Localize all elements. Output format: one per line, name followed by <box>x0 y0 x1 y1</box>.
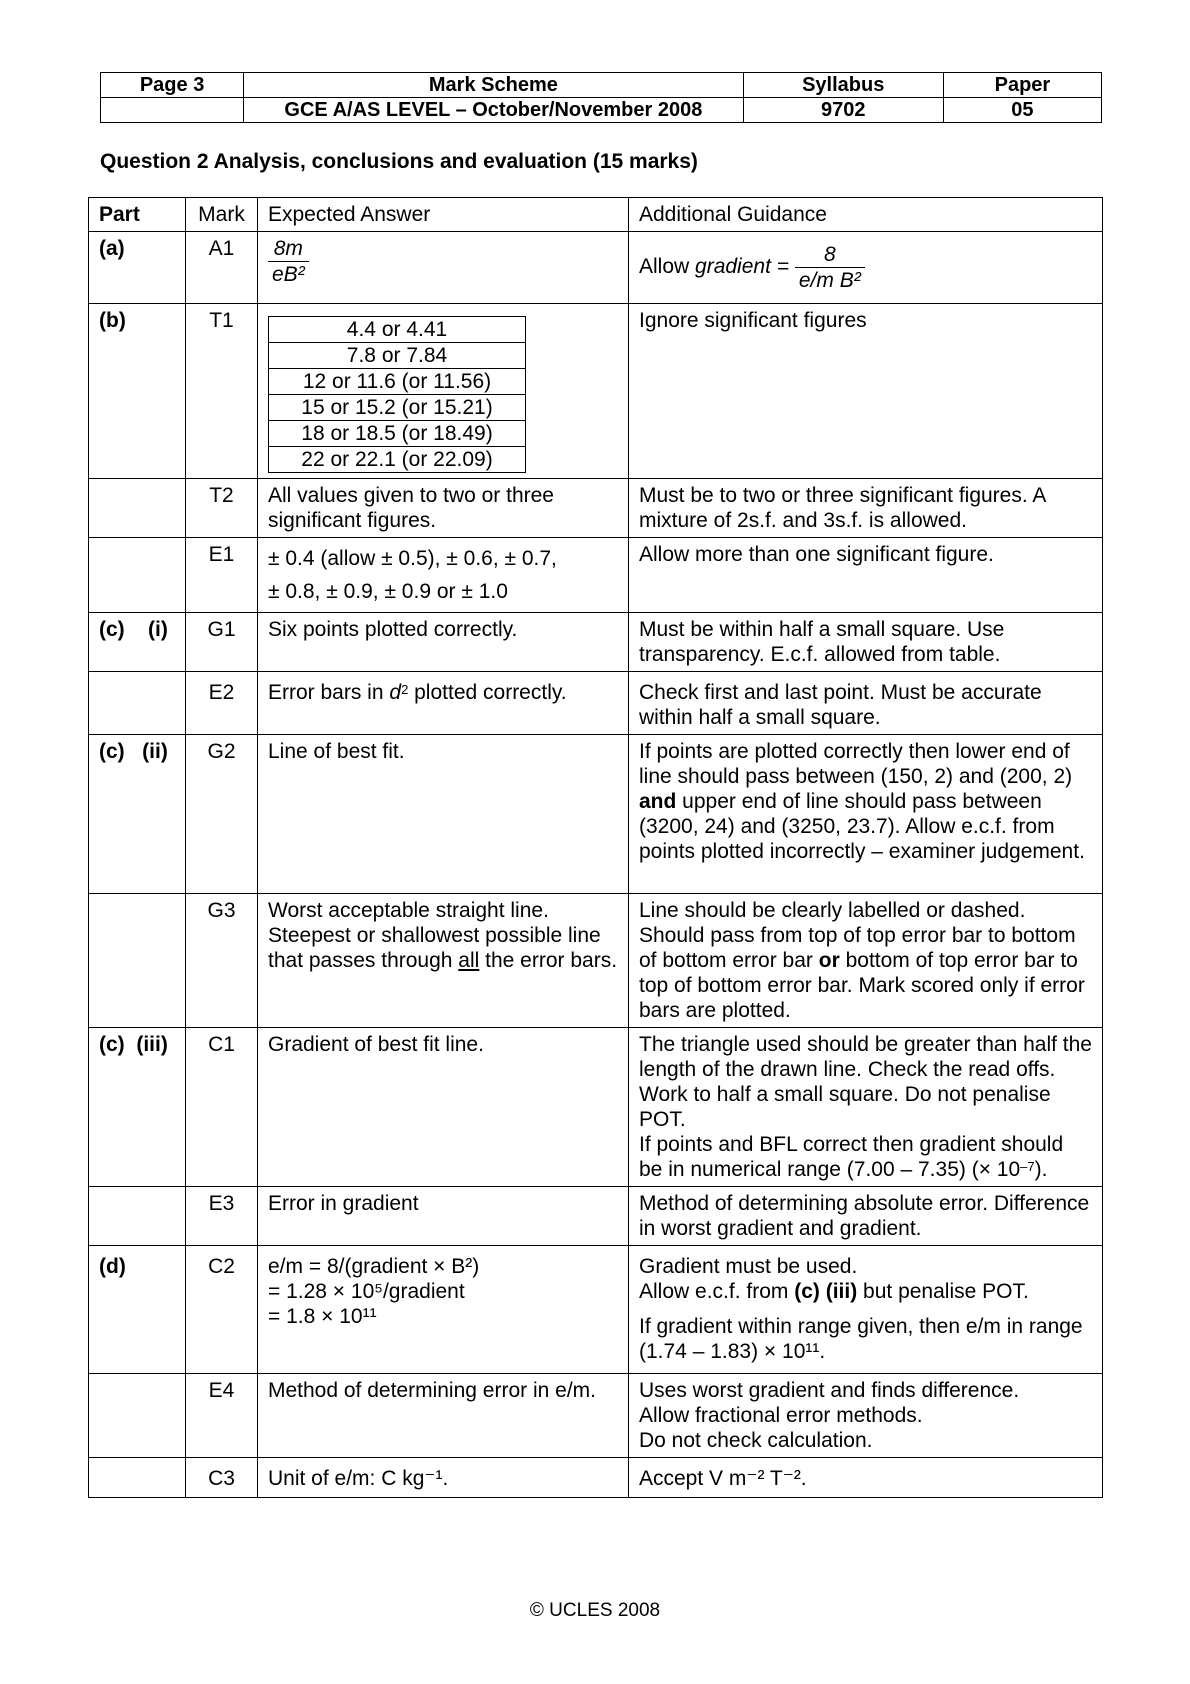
col-expected-answer: Expected Answer <box>258 198 629 232</box>
guidance-text: upper end of line should pass between (3200, 24) and (3250, 23.7). Allow e.c.f. from points plotted incorrectly – examiner judgement. <box>639 790 1085 863</box>
values-table <box>268 316 526 473</box>
table-row <box>89 538 1103 613</box>
answer-text: plotted correctly. <box>408 681 567 704</box>
answer-line: e/m = 8/(gradient × B²) <box>268 1255 480 1278</box>
row-part: (d) <box>89 1246 186 1374</box>
answer-underlined: all <box>458 949 480 972</box>
guidance-text: bottom of top error bar to top of bottom error bar. Mark scored only if error bars are plotted. <box>639 949 1085 1022</box>
table-row <box>89 1374 1103 1458</box>
guidance-text: Do not check calculation. <box>639 1429 873 1452</box>
answer-line: = 1.28 × 10⁵/gradient <box>268 1280 465 1303</box>
row-answer <box>258 672 629 735</box>
table-row <box>89 1187 1103 1246</box>
fraction-numerator: 8 <box>795 242 865 268</box>
guidance-text: If points and BFL correct then gradient should be in numerical range (7.00 – 7.35) (× 10 <box>639 1133 1064 1181</box>
guidance-range <box>639 1132 1092 1182</box>
answer-text: Error bars in <box>268 681 390 704</box>
guidance-text: Uses worst gradient and finds difference. <box>639 1379 1020 1402</box>
row-mark: T2 <box>186 479 258 538</box>
table-row <box>89 894 1103 1028</box>
row-part <box>89 479 186 538</box>
row-part: (c) (iii) <box>89 1028 186 1187</box>
guidance-bold: (c) (iii) <box>794 1280 858 1303</box>
row-mark: A1 <box>186 232 258 304</box>
row-part <box>89 538 186 613</box>
row-answer: Gradient of best fit line. <box>258 1028 629 1187</box>
row-answer <box>258 232 629 304</box>
answer-line: ± 0.8, ± 0.9, ± 0.9 or ± 1.0 <box>268 580 508 603</box>
row-part <box>89 1458 186 1498</box>
table-row <box>89 1028 1103 1187</box>
row-answer: All values given to two or three significant figures. <box>258 479 629 538</box>
row-mark: C1 <box>186 1028 258 1187</box>
table-header-row <box>89 198 1103 232</box>
row-answer <box>258 894 629 1028</box>
row-guidance <box>629 894 1103 1028</box>
row-guidance <box>629 1246 1103 1374</box>
row-part <box>89 672 186 735</box>
row-guidance: Check first and last point. Must be accurate within half a small square. <box>629 672 1103 735</box>
value-cell: 18 or 18.5 (or 18.49) <box>269 421 526 447</box>
guidance-superscript: –7 <box>1020 1159 1035 1174</box>
row-guidance: Must be to two or three significant figures. A mixture of 2s.f. and 3s.f. is allowed. <box>629 479 1103 538</box>
row-guidance <box>629 1028 1103 1187</box>
row-answer <box>258 1246 629 1374</box>
guidance-text: Allow <box>639 255 690 279</box>
row-answer: Method of determining error in e/m. <box>258 1374 629 1458</box>
header-page: Page 3 <box>101 73 244 98</box>
row-answer: Line of best fit. <box>258 735 629 894</box>
footer-copyright: © UCLES 2008 <box>529 1600 661 1621</box>
col-part: Part <box>89 198 186 232</box>
guidance-text: Gradient must be used. <box>639 1255 858 1278</box>
row-part <box>89 1374 186 1458</box>
fraction <box>795 242 865 293</box>
row-part <box>89 1187 186 1246</box>
answer-variable: d <box>389 681 402 704</box>
guidance-line <box>639 1279 1092 1304</box>
row-part: (a) <box>89 232 186 304</box>
table-row <box>89 672 1103 735</box>
fraction-denominator: eB² <box>272 263 305 286</box>
row-part: (b) <box>89 304 186 479</box>
row-answer <box>258 538 629 613</box>
fraction <box>268 236 309 287</box>
table-row <box>89 1246 1103 1374</box>
guidance-text: If gradient within range given, then e/m in range (1.74 – 1.83) × 10¹¹. <box>639 1315 1083 1363</box>
answer-superscript: 2 <box>401 682 409 697</box>
row-answer: Six points plotted correctly. <box>258 613 629 672</box>
col-additional-guidance: Additional Guidance <box>629 198 1103 232</box>
row-mark: E4 <box>186 1374 258 1458</box>
row-mark: T1 <box>186 304 258 479</box>
fraction-numerator: 8m <box>268 236 309 262</box>
row-guidance: Ignore significant figures <box>629 304 1103 479</box>
answer-text: Worst acceptable straight line. Steepest or shallowest possible line that passes through <box>268 899 601 972</box>
guidance-text: Allow fractional error methods. <box>639 1404 923 1427</box>
table-row <box>89 735 1103 894</box>
guidance-text: but penalise POT. <box>857 1280 1029 1303</box>
header-paper: Paper <box>943 73 1101 98</box>
fraction-denominator: e/m B² <box>798 269 861 292</box>
row-mark: E1 <box>186 538 258 613</box>
row-part <box>89 894 186 1028</box>
answer-line: = 1.8 × 10¹¹ <box>268 1305 377 1328</box>
row-guidance <box>629 232 1103 304</box>
value-cell: 15 or 15.2 (or 15.21) <box>269 395 526 421</box>
row-mark: G1 <box>186 613 258 672</box>
row-guidance <box>629 1374 1103 1458</box>
header-blank <box>101 98 244 123</box>
value-cell: 22 or 22.1 (or 22.09) <box>269 447 526 473</box>
guidance-text: ). <box>1034 1158 1048 1181</box>
row-guidance: Method of determining absolute error. Difference in worst gradient and gradient. <box>629 1187 1103 1246</box>
table-row <box>89 479 1103 538</box>
guidance-text: Allow e.c.f. from <box>639 1280 795 1303</box>
answer-text: the error bars. <box>479 949 618 972</box>
guidance-bold: and <box>639 790 677 813</box>
mark-scheme-table <box>88 197 1103 1498</box>
row-mark: G2 <box>186 735 258 894</box>
value-cell: 4.4 or 4.41 <box>269 317 526 343</box>
table-row <box>89 304 1103 479</box>
table-row <box>89 1458 1103 1498</box>
header-syllabus-code: 9702 <box>743 98 943 123</box>
guidance-text: If points are plotted correctly then lower end of line should pass between (150, 2) and (200, 2) <box>639 740 1073 788</box>
row-guidance: Must be within half a small square. Use transparency. E.c.f. allowed from table. <box>629 613 1103 672</box>
header-exam-title: GCE A/AS LEVEL – October/November 2008 <box>244 98 743 123</box>
row-guidance: Allow more than one significant figure. <box>629 538 1103 613</box>
row-answer: Error in gradient <box>258 1187 629 1246</box>
row-mark: C3 <box>186 1458 258 1498</box>
row-guidance <box>629 735 1103 894</box>
table-row <box>89 232 1103 304</box>
row-part: (c) (i) <box>89 613 186 672</box>
answer-line: ± 0.4 (allow ± 0.5), ± 0.6, ± 0.7, <box>268 547 557 570</box>
table-row <box>89 613 1103 672</box>
row-answer <box>258 304 629 479</box>
row-mark: E3 <box>186 1187 258 1246</box>
row-mark: G3 <box>186 894 258 1028</box>
row-mark: E2 <box>186 672 258 735</box>
row-answer: Unit of e/m: C kg⁻¹. <box>258 1458 629 1498</box>
guidance-text: Line should be clearly labelled or dashed. Should pass from top of top error bar to bottom of bottom error bar <box>639 899 1076 972</box>
guidance-text: The triangle used should be greater than half the length of the drawn line. Check the read offs. Work to half a small square. Do not penalise POT. <box>639 1033 1092 1131</box>
header-paper-number: 05 <box>943 98 1101 123</box>
header-syllabus: Syllabus <box>743 73 943 98</box>
guidance-formula: gradient = <box>695 255 790 279</box>
value-cell: 12 or 11.6 (or 11.56) <box>269 369 526 395</box>
question-title: Question 2 Analysis, conclusions and evaluation (15 marks) <box>100 150 698 173</box>
guidance-bold: or <box>818 949 840 972</box>
row-mark: C2 <box>186 1246 258 1374</box>
header-table <box>100 72 1102 123</box>
col-mark: Mark <box>186 198 258 232</box>
row-guidance: Accept V m⁻² T⁻². <box>629 1458 1103 1498</box>
row-part: (c) (ii) <box>89 735 186 894</box>
value-cell: 7.8 or 7.84 <box>269 343 526 369</box>
header-mark-scheme: Mark Scheme <box>244 73 743 98</box>
